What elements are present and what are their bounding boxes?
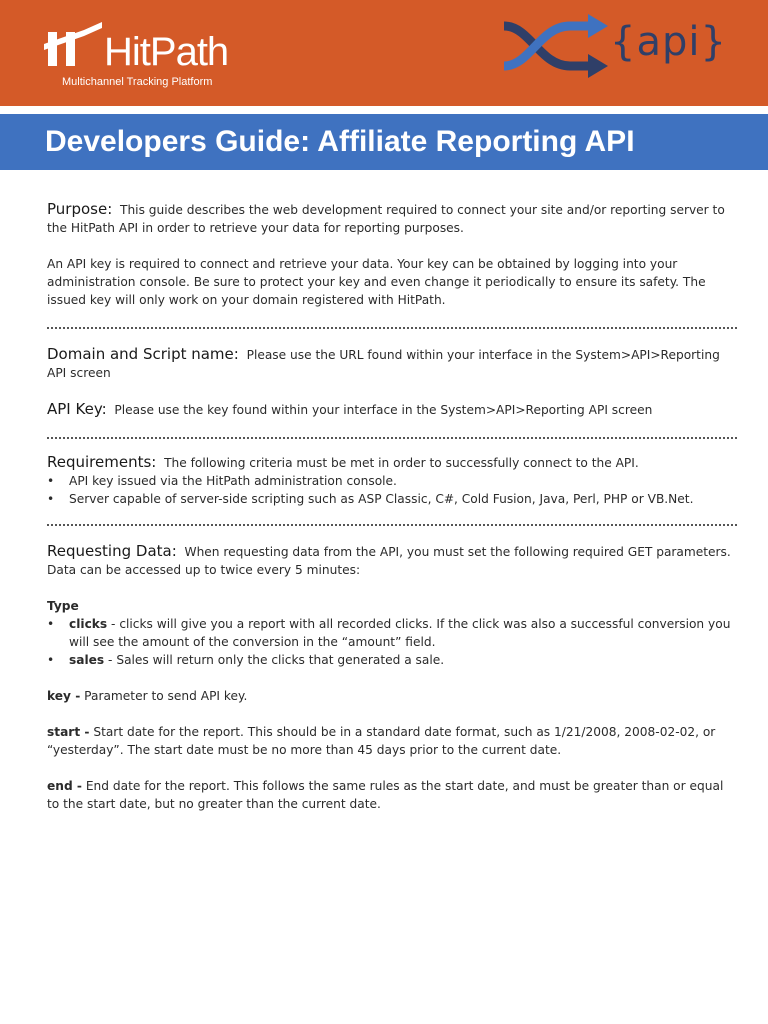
- requirements-section: [47, 453, 737, 472]
- param-name: end -: [47, 779, 82, 793]
- domain-text: Please use the URL found within your interface in the System>API>Reporting API screen: [47, 348, 720, 380]
- param-start: [47, 723, 737, 759]
- api-logo: [500, 14, 730, 80]
- domain-heading: Domain and Script name:: [47, 345, 239, 363]
- param-desc: Parameter to send API key.: [80, 689, 248, 703]
- shuffle-arrows-icon: [500, 14, 610, 80]
- requirements-list: [47, 472, 737, 508]
- requesting-heading: Requesting Data:: [47, 542, 177, 560]
- requesting-section: [47, 542, 737, 579]
- requesting-text: When requesting data from the API, you must set the following required GET parameters. Data can be accessed up to twice every 5 minutes:: [47, 545, 731, 577]
- type-list: [47, 615, 737, 669]
- list-item: [69, 651, 737, 669]
- param-desc: - Sales will return only the clicks that generated a sale.: [104, 653, 445, 667]
- param-end: [47, 777, 737, 813]
- param-name: key -: [47, 689, 81, 703]
- type-label: Type: [47, 599, 79, 613]
- apikey-text: Please use the key found within your interface in the System>API>Reporting API screen: [114, 403, 653, 417]
- header-banner: [0, 0, 768, 106]
- requirements-text: The following criteria must be met in order to successfully connect to the API.: [164, 456, 639, 470]
- list-item: [69, 615, 737, 651]
- api-key-paragraph: An API key is required to connect and retrieve your data. Your key can be obtained by logging into your administration console. Be sure to protect your key and even change it periodically to ensure its safety. The issued key will only work on your domain registered with HitPath.: [47, 257, 706, 307]
- list-item: • API key issued via the HitPath administration console.: [69, 472, 737, 490]
- section-divider: [47, 524, 737, 526]
- param-desc: End date for the report. This follows the same rules as the start date, and must be greater than or equal to the start date, but no greater than the current date.: [47, 779, 724, 811]
- logo-tagline: Multichannel Tracking Platform: [62, 76, 213, 88]
- param-name: clicks: [69, 617, 108, 631]
- param-name: start -: [47, 725, 90, 739]
- section-divider: [47, 327, 737, 329]
- apikey-section: [47, 400, 737, 419]
- purpose-heading: Purpose:: [47, 200, 113, 218]
- purpose-section: [47, 200, 737, 237]
- param-key: [47, 687, 737, 705]
- param-desc: Start date for the report. This should be in a standard date format, such as 1/21/2008, 2008-02-02, or “yesterday”. The start date must be no more than 45 days prior to the current date.: [47, 725, 716, 757]
- apikey-heading: API Key:: [47, 400, 107, 418]
- logo-wordmark: HitPath: [104, 30, 229, 74]
- param-desc: - clicks will give you a report with all recorded clicks. If the click was also a successful conversion you will see the amount of the conversion in the “amount” field.: [69, 617, 731, 649]
- purpose-text: This guide describes the web development required to connect your site and/or reporting server to the HitPath API in order to retrieve your data for reporting purposes.: [47, 203, 725, 235]
- requirements-heading: Requirements:: [47, 453, 157, 471]
- api-wordmark: {api}: [610, 19, 727, 65]
- title-band: [0, 114, 768, 170]
- page-title: Developers Guide: Affiliate Reporting API: [45, 125, 635, 158]
- document-body: [47, 200, 737, 813]
- domain-section: [47, 345, 737, 382]
- section-divider: [47, 437, 737, 439]
- param-name: sales: [69, 653, 105, 667]
- list-item: • Server capable of server-side scripting such as ASP Classic, C#, Cold Fusion, Java, Perl, PHP or VB.Net.: [69, 490, 737, 508]
- hitpath-logo: [44, 20, 244, 95]
